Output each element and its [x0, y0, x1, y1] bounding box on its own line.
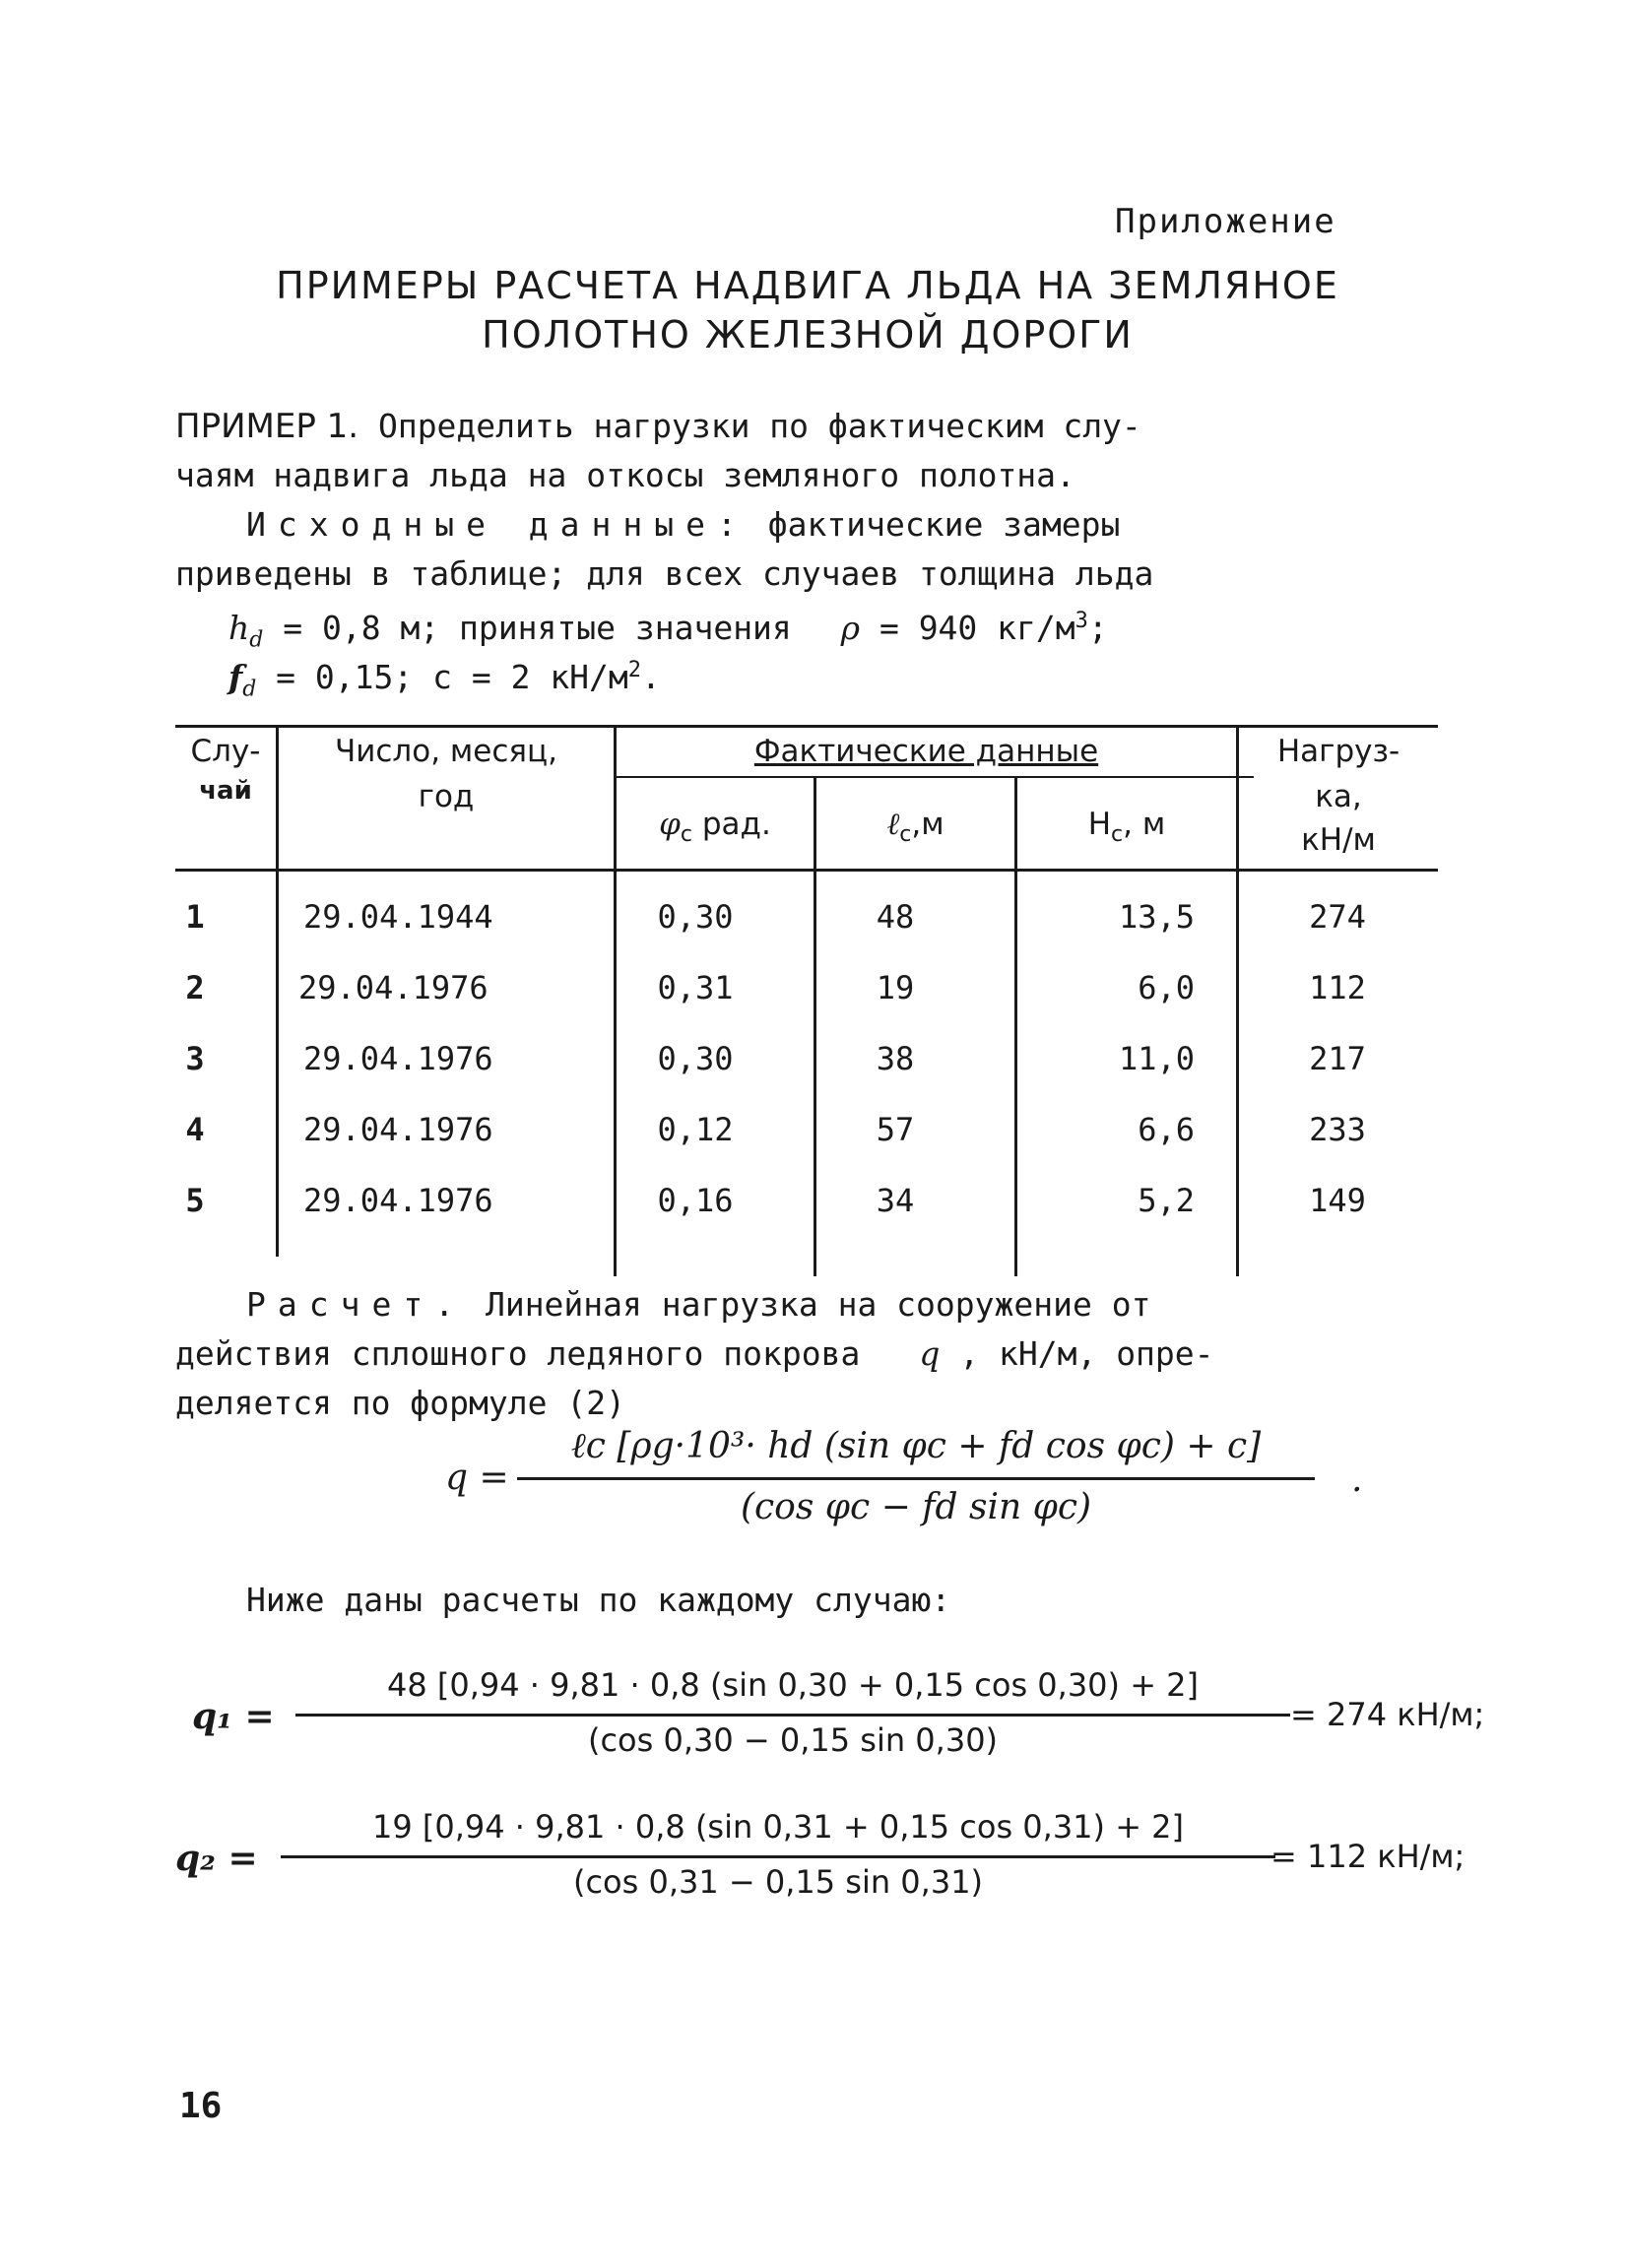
calc1-numerator: 48 [0,94 · 9,81 · 0,8 (sin 0,30 + 0,15 cos 0,30) + 2]	[386, 1666, 1200, 1704]
calc1-fraction-bar	[295, 1714, 1290, 1717]
formula-end: .	[1351, 1459, 1363, 1500]
header-date-line1: Число, месяц,	[334, 734, 558, 769]
cell-case: 5	[185, 1182, 205, 1219]
calculation-text2b: , кН/м, опре-	[959, 1334, 1214, 1373]
calc2-numerator: 19 [0,94 · 9,81 · 0,8 (sin 0,31 + 0,15 cos 0,31) + 2]	[371, 1808, 1185, 1846]
table-row	[175, 900, 1438, 936]
rho-end: ;	[1087, 609, 1108, 647]
table-row	[175, 1042, 1438, 1077]
cell-case: 1	[185, 898, 205, 936]
header-load-line3: кН/м	[1301, 822, 1376, 858]
header-h-sub: c	[1111, 822, 1124, 848]
cell-date: 29.04.1976	[298, 969, 488, 1006]
cell-load: 217	[1309, 1040, 1366, 1077]
cell-l: 38	[876, 1040, 915, 1077]
fd-exp: 2	[627, 658, 642, 682]
formula-lhs: q =	[445, 1458, 509, 1498]
cell-load: 112	[1309, 969, 1366, 1006]
hd-sub: d	[249, 627, 264, 653]
rho-value: = 940 кг/м	[879, 609, 1075, 647]
cell-date: 29.04.1944	[303, 898, 493, 936]
header-case-line1: Слу-	[190, 734, 261, 769]
header-phi	[617, 808, 814, 852]
formula-numerator: ℓc [ρg·10³· hd (sin φc + fd cos φc) + c]	[570, 1426, 1262, 1466]
calculation-text2a: действия сплошного ледяного покрова	[175, 1334, 861, 1373]
cell-h: 6,0	[1138, 969, 1195, 1006]
example1-line1	[175, 402, 1446, 451]
cell-date: 29.04.1976	[303, 1111, 493, 1148]
calc2-fraction-bar	[281, 1855, 1275, 1858]
header-phi-sub: c	[680, 822, 692, 848]
header-height	[1017, 808, 1236, 852]
cell-load: 233	[1309, 1111, 1366, 1148]
table-group-rule	[616, 776, 1254, 778]
below-text: Ниже даны расчеты по каждому случаю:	[246, 1581, 951, 1619]
header-actual-data: Фактические данные	[753, 734, 1099, 769]
calc2-lhs: q₂ =	[175, 1838, 258, 1879]
cell-case: 2	[185, 969, 205, 1006]
header-load-line1: Нагруз-	[1276, 734, 1400, 769]
initial-data-line4	[228, 646, 1499, 715]
table-top-rule	[175, 725, 1438, 728]
cell-load: 149	[1309, 1182, 1366, 1219]
calc2-denominator: (cos 0,31 − 0,15 sin 0,31)	[572, 1863, 984, 1901]
cell-l: 57	[876, 1111, 915, 1148]
formula-denominator: (cos φc − fd sin φc)	[740, 1487, 1092, 1527]
cell-phi: 0,31	[657, 969, 734, 1006]
cell-l: 19	[876, 969, 915, 1006]
q-symbol: q	[919, 1334, 941, 1373]
cell-h: 11,0	[1118, 1040, 1195, 1077]
cell-h: 6,6	[1138, 1111, 1195, 1148]
fd-value: = 0,15; с = 2 кН/м	[276, 658, 628, 696]
page-title-line2: ПОЛОТНО ЖЕЛЕЗНОЙ ДОРОГИ	[482, 313, 1134, 356]
cell-case: 3	[185, 1040, 205, 1077]
cell-date: 29.04.1976	[303, 1182, 493, 1219]
header-length	[816, 808, 1014, 852]
table-row	[175, 1184, 1438, 1219]
page-number: 16	[179, 2086, 223, 2126]
table-header-rule	[175, 869, 1438, 872]
calculation-line3: деляется по формуле (2)	[175, 1384, 625, 1422]
example1-label: ПРИМЕР 1.	[175, 407, 359, 446]
rho-exp: 3	[1074, 609, 1088, 633]
hd-symbol: h	[228, 609, 250, 647]
appendix-label: Приложение	[1115, 202, 1336, 241]
hd-value: = 0,8 м; принятые значения	[283, 609, 792, 647]
fd-symbol: f	[228, 658, 243, 696]
calculation-label: Расчет.	[246, 1285, 467, 1324]
calculation-line2	[175, 1329, 1446, 1379]
calc1-lhs: q₁ =	[192, 1696, 275, 1737]
calc1-result: = 274 кН/м;	[1290, 1696, 1485, 1733]
calc2-result: = 112 кН/м;	[1270, 1838, 1465, 1875]
cell-h: 5,2	[1138, 1182, 1195, 1219]
calc1-denominator: (cos 0,30 − 0,15 sin 0,30)	[587, 1721, 999, 1759]
header-phi-unit: рад.	[692, 807, 771, 842]
header-h-symbol: H	[1087, 807, 1112, 842]
example1-text1: Определить нагрузки по фактическим слу-	[377, 407, 1141, 445]
cell-phi: 0,16	[657, 1182, 734, 1219]
header-h-unit: , м	[1123, 807, 1166, 842]
cell-phi: 0,30	[657, 1040, 734, 1077]
example1-line2: чаям надвига льда на откосы земляного полотна.	[175, 456, 1075, 494]
calculation-text1: Линейная нагрузка на сооружение от	[485, 1285, 1151, 1324]
initial-data-line2: приведены в таблице; для всех случаев толщина льда	[175, 554, 1154, 593]
header-l-unit: ,м	[911, 807, 944, 842]
header-case-line2: чай	[199, 776, 252, 806]
rho-symbol: ρ	[840, 609, 861, 647]
table-row	[175, 1113, 1438, 1148]
table-row	[175, 971, 1438, 1006]
cell-case: 4	[185, 1111, 205, 1148]
cell-l: 34	[876, 1182, 915, 1219]
cell-date: 29.04.1976	[303, 1040, 493, 1077]
header-phi-symbol: φ	[659, 807, 681, 842]
cell-l: 48	[876, 898, 915, 936]
cell-phi: 0,12	[657, 1111, 734, 1148]
cell-phi: 0,30	[657, 898, 734, 936]
cell-load: 274	[1309, 898, 1366, 936]
calculation-line1	[246, 1280, 1517, 1329]
page-title-line1: ПРИМЕРЫ РАСЧЕТА НАДВИГА ЛЬДА НА ЗЕМЛЯНОЕ	[276, 264, 1339, 307]
cell-h: 13,5	[1118, 898, 1195, 936]
measurements-table	[175, 725, 1438, 1276]
fd-sub: d	[242, 677, 257, 702]
initial-data-text1: фактические замеры	[767, 505, 1121, 544]
formula-fraction-bar	[517, 1477, 1315, 1480]
header-date-line2: год	[418, 779, 475, 814]
header-l-sub: c	[899, 822, 912, 848]
fd-end: .	[641, 658, 661, 696]
header-l-symbol: ℓ	[886, 807, 900, 842]
initial-data-label: Исходные данные:	[246, 505, 749, 544]
initial-data-line1	[246, 500, 1517, 550]
header-load-line2: ка,	[1315, 779, 1362, 814]
